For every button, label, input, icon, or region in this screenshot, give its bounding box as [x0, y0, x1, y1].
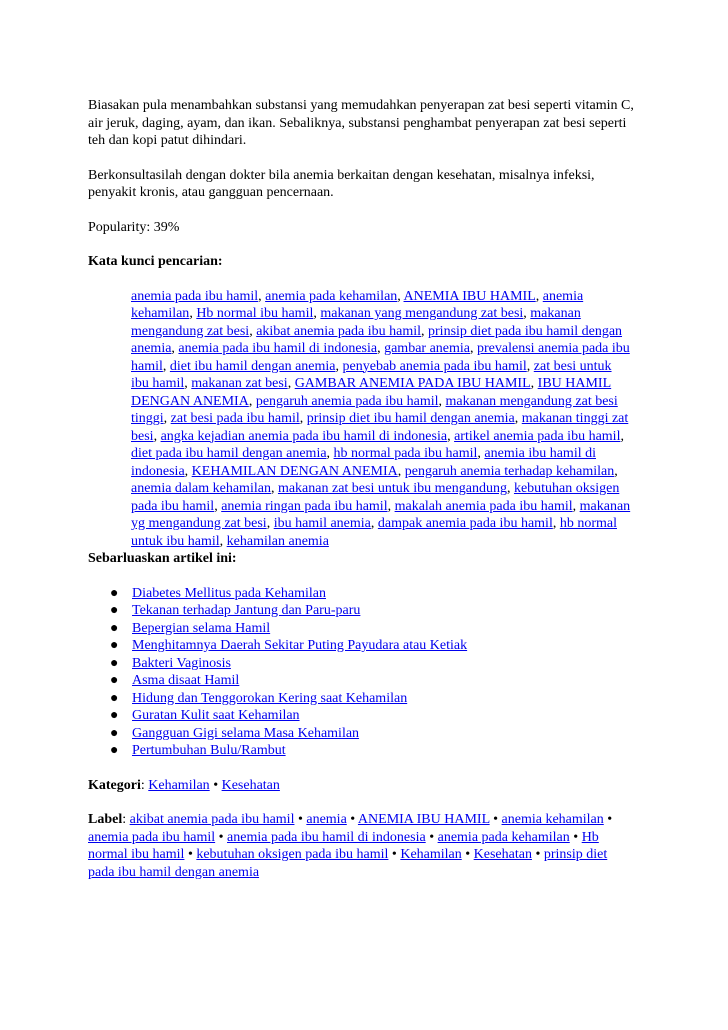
bullet-separator: •: [569, 829, 582, 845]
popularity-text: Popularity: 39%: [88, 219, 180, 235]
keyword-separator: ,: [266, 516, 274, 531]
keyword-link[interactable]: makanan yg mengandung zat besi: [131, 498, 631, 531]
bullet-separator: •: [425, 829, 438, 845]
share-link[interactable]: Menghitamnya Daerah Sekitar Puting Payudara atau Ketiak: [132, 638, 468, 653]
keyword-link[interactable]: kebutuhan oksigen pada ibu hamil: [131, 481, 620, 514]
label-link[interactable]: anemia pada kehamilan: [437, 829, 570, 845]
keyword-separator: ,: [447, 428, 455, 444]
keyword-link[interactable]: makanan zat besi: [191, 376, 288, 391]
keywords-list: [131, 288, 631, 551]
keyword-separator: ,: [377, 341, 385, 356]
keyword-separator: ,: [387, 498, 395, 514]
keyword-separator: ,: [153, 428, 161, 444]
share-link[interactable]: Pertumbuhan Bulu/Rambut: [132, 743, 286, 758]
bullet-separator: •: [489, 812, 502, 827]
share-link[interactable]: Hidung dan Tenggorokan Kering saat Kehamilan: [132, 690, 408, 706]
keyword-separator: ,: [526, 358, 534, 374]
keyword-separator: ,: [171, 341, 179, 356]
share-link[interactable]: Bepergian selama Hamil: [132, 620, 271, 636]
keyword-link[interactable]: anemia pada ibu hamil: [131, 288, 259, 304]
keyword-link[interactable]: gambar anemia: [384, 341, 470, 356]
share-list: [88, 585, 636, 760]
label-link[interactable]: akibat anemia pada ibu hamil: [129, 812, 295, 827]
keyword-separator: ,: [614, 463, 618, 479]
keyword-link[interactable]: anemia kehamilan: [131, 288, 584, 321]
paragraph-konsultasi: Berkonsultasilah dengan dokter bila anemia berkaitan dengan kesehatan, misalnya infeksi, penyakit kronis, atau gangguan pencernaan.: [88, 167, 595, 200]
keyword-link[interactable]: anemia pada ibu hamil di indonesia: [178, 341, 378, 356]
keyword-link[interactable]: pengaruh anemia pada ibu hamil: [255, 393, 439, 409]
share-list-item: [88, 672, 636, 690]
keyword-link[interactable]: artikel anemia pada ibu hamil: [454, 428, 621, 444]
bullet-separator: •: [346, 812, 358, 827]
keyword-separator: ,: [162, 358, 170, 374]
keyword-separator: ,: [299, 411, 307, 426]
keyword-link[interactable]: ANEMIA IBU HAMIL: [403, 288, 536, 304]
bullet-icon: ●: [110, 603, 119, 618]
label-link[interactable]: anemia kehamilan: [501, 812, 604, 827]
share-heading: Sebarluaskan artikel ini:: [88, 551, 237, 566]
keyword-separator: ,: [335, 358, 343, 374]
keyword-separator: ,: [219, 533, 227, 549]
keyword-link[interactable]: ibu hamil anemia: [273, 516, 371, 531]
bullet-icon: ●: [110, 673, 119, 688]
label-link[interactable]: anemia pada ibu hamil: [88, 829, 216, 845]
article-page: [88, 97, 636, 881]
bullet-icon: ●: [110, 725, 119, 741]
keyword-link[interactable]: anemia ringan pada ibu hamil: [221, 498, 388, 514]
bullet-separator: •: [294, 812, 307, 827]
label-link[interactable]: anemia: [306, 812, 347, 827]
keyword-separator: ,: [184, 376, 192, 391]
keyword-link[interactable]: hb normal untuk ibu hamil: [131, 516, 617, 549]
share-list-item: [88, 725, 636, 743]
keyword-separator: ,: [287, 376, 295, 391]
keyword-separator: ,: [620, 428, 624, 444]
label-links: [88, 812, 612, 880]
keyword-link[interactable]: makalah anemia pada ibu hamil: [394, 498, 573, 514]
keyword-link[interactable]: anemia dalam kehamilan: [131, 481, 271, 496]
keyword-link[interactable]: makanan mengandung zat besi: [131, 306, 581, 339]
keyword-link[interactable]: anemia ibu hamil di indonesia: [131, 446, 596, 479]
label-line: [88, 811, 636, 881]
bullet-icon: ●: [110, 585, 119, 601]
keyword-separator: ,: [397, 288, 404, 304]
keyword-separator: ,: [248, 393, 256, 409]
bullet-icon: ●: [110, 655, 119, 671]
keyword-separator: ,: [552, 516, 560, 531]
kategori-colon: :: [140, 777, 149, 793]
label-colon: :: [122, 812, 130, 827]
keyword-separator: ,: [530, 376, 538, 391]
keyword-link[interactable]: hb normal pada ibu hamil: [333, 446, 478, 461]
share-link[interactable]: Gangguan Gigi selama Masa Kehamilan: [132, 725, 360, 741]
bullet-icon: ●: [110, 620, 119, 636]
share-list-item: [88, 655, 636, 673]
keyword-link[interactable]: prinsip diet ibu hamil dengan anemia: [306, 411, 515, 426]
bullet-icon: ●: [110, 708, 119, 723]
keyword-link[interactable]: akibat anemia pada ibu hamil: [256, 323, 422, 339]
bullet-separator: •: [603, 812, 613, 827]
keyword-separator: ,: [163, 411, 171, 426]
bullet-icon: ●: [110, 743, 119, 758]
label-label: Label: [88, 812, 123, 827]
kategori-line: [88, 777, 636, 795]
keyword-separator: ,: [477, 446, 485, 461]
keyword-separator: ,: [189, 306, 197, 321]
keyword-link[interactable]: anemia pada kehamilan: [265, 288, 398, 304]
paragraph-zat-besi: Biasakan pula menambahkan substansi yang memudahkan penyerapan zat besi seperti vitamin C, air jeruk, daging, ayam, dan ikan. Sebaliknya, substansi penghambat penyerapan zat besi seperti teh dan kopi patut dihindari.: [88, 98, 634, 148]
share-link[interactable]: Tekanan terhadap Jantung dan Paru-paru: [132, 603, 361, 618]
keyword-separator: ,: [313, 306, 321, 321]
share-link[interactable]: Bakteri Vaginosis: [132, 655, 231, 671]
bullet-icon: ●: [110, 638, 119, 653]
share-list-item: [88, 637, 636, 655]
bullet-separator: •: [209, 777, 222, 793]
share-list-item: [88, 707, 636, 725]
keyword-link[interactable]: makanan mengandung zat besi tinggi: [131, 393, 618, 426]
keyword-link[interactable]: KEHAMILAN DENGAN ANEMIA: [191, 463, 398, 479]
bullet-icon: ●: [110, 690, 119, 706]
keyword-separator: ,: [506, 481, 514, 496]
keyword-link[interactable]: dampak anemia pada ibu hamil: [377, 516, 553, 531]
bullet-separator: •: [531, 847, 544, 862]
keyword-link[interactable]: Hb normal ibu hamil: [196, 306, 314, 321]
label-link[interactable]: Kesehatan: [473, 847, 532, 862]
keyword-separator: ,: [326, 446, 334, 461]
keyword-separator: ,: [258, 288, 266, 304]
keyword-link[interactable]: prevalensi anemia pada ibu hamil: [131, 341, 630, 374]
keyword-link[interactable]: penyebab anemia pada ibu hamil: [342, 358, 527, 374]
share-list-item: [88, 742, 636, 760]
keyword-separator: ,: [214, 498, 222, 514]
keyword-link[interactable]: makanan zat besi untuk ibu mengandung: [277, 481, 507, 496]
bullet-separator: •: [184, 847, 197, 862]
keyword-link[interactable]: kehamilan anemia: [226, 533, 329, 549]
kategori-link[interactable]: Kesehatan: [221, 777, 280, 793]
keyword-link[interactable]: prinsip diet pada ibu hamil dengan anemia: [131, 323, 623, 356]
share-list-item: [88, 620, 636, 638]
kategori-label: Kategori: [88, 777, 141, 793]
keyword-link[interactable]: diet ibu hamil dengan anemia: [169, 358, 336, 374]
keyword-separator: ,: [523, 306, 531, 321]
share-list-item: [88, 690, 636, 708]
keyword-separator: ,: [438, 393, 446, 409]
keyword-separator: ,: [184, 463, 192, 479]
keywords-heading: Kata kunci pencarian:: [88, 254, 223, 269]
bullet-separator: •: [388, 847, 401, 862]
bullet-separator: •: [461, 847, 474, 862]
share-link[interactable]: Diabetes Mellitus pada Kehamilan: [132, 585, 326, 601]
kategori-link[interactable]: Kehamilan: [148, 777, 210, 793]
label-link[interactable]: prinsip diet pada ibu hamil dengan anemia: [88, 847, 608, 880]
keyword-separator: ,: [470, 341, 477, 356]
label-link[interactable]: anemia pada ibu hamil di indonesia: [227, 829, 426, 845]
kategori-links: [148, 778, 280, 793]
keyword-separator: ,: [249, 323, 257, 339]
keyword-separator: ,: [370, 516, 378, 531]
keyword-link[interactable]: zat besi untuk ibu hamil: [131, 358, 612, 391]
label-link[interactable]: Hb normal ibu hamil: [88, 829, 599, 862]
keyword-link[interactable]: GAMBAR ANEMIA PADA IBU HAMIL: [294, 376, 531, 391]
keyword-link[interactable]: IBU HAMIL DENGAN ANEMIA: [131, 376, 612, 409]
keyword-separator: ,: [397, 463, 405, 479]
keyword-link[interactable]: pengaruh anemia terhadap kehamilan: [404, 463, 615, 479]
label-link[interactable]: ANEMIA IBU HAMIL: [357, 812, 490, 827]
keyword-link[interactable]: angka kejadian anemia pada ibu hamil di indonesia: [160, 428, 448, 444]
keyword-separator: ,: [421, 323, 429, 339]
label-link[interactable]: kebutuhan oksigen pada ibu hamil: [196, 847, 389, 862]
keyword-separator: ,: [572, 498, 580, 514]
keyword-link[interactable]: makanan yang mengandung zat besi: [320, 306, 524, 321]
bullet-separator: •: [215, 829, 228, 845]
keyword-separator: ,: [270, 481, 278, 496]
share-list-item: [88, 585, 636, 603]
keyword-link[interactable]: zat besi pada ibu hamil: [170, 411, 300, 426]
share-link[interactable]: Guratan Kulit saat Kehamilan: [132, 708, 300, 723]
keyword-separator: ,: [535, 288, 543, 304]
keyword-separator: ,: [514, 411, 522, 426]
share-list-item: [88, 602, 636, 620]
label-link[interactable]: Kehamilan: [400, 847, 462, 862]
keyword-link[interactable]: makanan tinggi zat besi: [131, 411, 629, 444]
share-link[interactable]: Asma disaat Hamil: [132, 673, 240, 688]
keyword-link[interactable]: diet pada ibu hamil dengan anemia: [131, 446, 327, 461]
